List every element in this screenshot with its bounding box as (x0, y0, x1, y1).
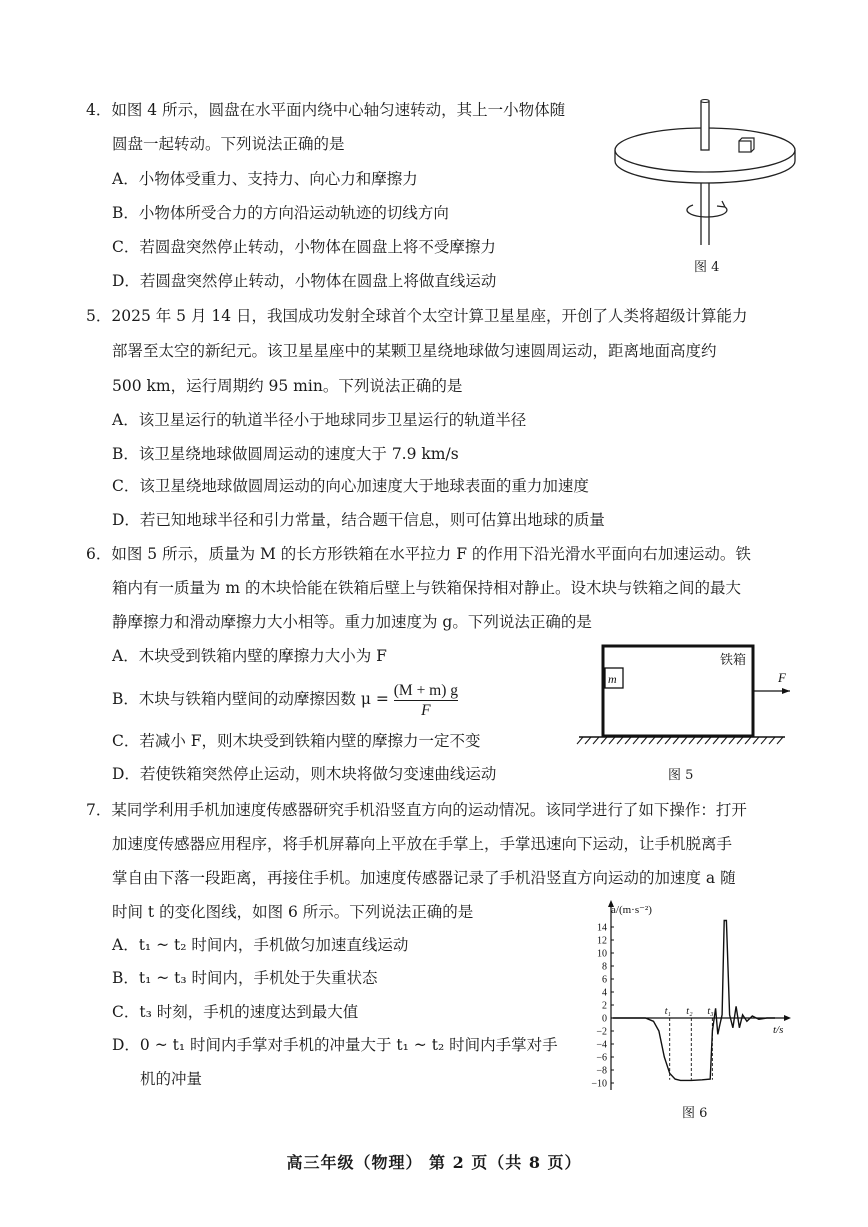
chart-axes (608, 900, 791, 1090)
time-mark-label: t₃ (707, 1006, 714, 1017)
q6-option-c: C．若减小 F，则木块受到铁箱内壁的摩擦力一定不变 (112, 732, 481, 750)
q7-stem-line4: 时间 t 的变化图线，如图 6 所示。下列说法正确的是 (112, 903, 474, 921)
chart-time-marks (665, 1006, 714, 1080)
box-label: 铁箱 (720, 653, 747, 668)
y-tick-label: 14 (597, 922, 607, 934)
q5-stem-line3: 500 km，运行周期约 95 min。下列说法正确的是 (112, 377, 463, 395)
time-mark-label: t₁ (664, 1006, 671, 1017)
figure-4-disk (605, 95, 805, 255)
q5-stem-line2: 部署至太空的新纪元。该卫星星座中的某颗卫星绕地球做匀速圆周运动，距离地面高度约 (112, 342, 717, 360)
chart-series (613, 921, 775, 1081)
q5-stem-line1: 5．2025 年 5 月 14 日，我国成功发射全球首个太空计算卫星星座，开创了人类将超级计算能力 (86, 307, 748, 325)
q5-option-a: A．该卫星运行的轨道半径小于地球同步卫星运行的轨道半径 (112, 411, 527, 429)
q6-option-b (112, 679, 458, 720)
x-axis-arrow (784, 1015, 791, 1021)
q4-option-b: B．小物体所受合力的方向沿运动轨迹的切线方向 (112, 204, 449, 222)
q7-option-c: C．t₃ 时刻，手机的速度达到最大值 (112, 1003, 359, 1021)
q7-option-d-line1: D．0 ~ t₁ 时间内手掌对手机的冲量大于 t₁ ~ t₂ 时间内手掌对手 (112, 1036, 558, 1054)
acceleration-curve (613, 921, 775, 1081)
figure-6-caption: 图 6 (682, 1106, 708, 1121)
q4-stem-line1: 4．如图 4 所示，圆盘在水平面内绕中心轴匀速转动，其上一小物体随 (86, 101, 566, 119)
y-tick-label: 8 (602, 961, 607, 973)
q6-option-d: D．若使铁箱突然停止运动，则木块将做匀变速曲线运动 (112, 765, 497, 783)
q7-stem-line2: 加速度传感器应用程序，将手机屏幕向上平放在手掌上，手掌迅速向下运动，让手机脱离手 (112, 835, 733, 853)
fraction-numerator: (M + m) g (393, 681, 459, 699)
y-tick-label: 0 (602, 1013, 607, 1025)
y-tick-label: 12 (597, 935, 607, 947)
figure-4-caption: 图 4 (694, 260, 720, 275)
y-tick-label: −10 (591, 1078, 607, 1090)
q4-option-d: D．若圆盘突然停止转动，小物体在圆盘上将做直线运动 (112, 272, 497, 290)
q7-option-b: B．t₁ ~ t₃ 时间内，手机处于失重状态 (112, 969, 378, 987)
q7-stem-line1: 7．某同学利用手机加速度传感器研究手机沿竖直方向的运动情况。该同学进行了如下操作：打开 (86, 801, 747, 819)
q7-option-d-line2: 机的冲量 (140, 1070, 203, 1088)
y-tick-label: −8 (596, 1065, 607, 1077)
q6-stem-line1: 6．如图 5 所示，质量为 M 的长方形铁箱在水平拉力 F 的作用下沿光滑水平面向右加速运动。铁 (86, 545, 751, 563)
q5-option-b: B．该卫星绕地球做圆周运动的速度大于 7.9 km/s (112, 445, 459, 463)
page-footer: 高三年级（物理） 第 2 页（共 8 页） (286, 1153, 582, 1172)
q4-option-c: C．若圆盘突然停止转动，小物体在圆盘上将不受摩擦力 (112, 238, 496, 256)
fraction-denominator: F (394, 700, 458, 720)
q6-option-a: A．木块受到铁箱内壁的摩擦力大小为 F (112, 647, 387, 665)
figure-5-iron-box (575, 640, 800, 750)
y-tick-label: −4 (596, 1039, 607, 1051)
y-tick-label: 6 (602, 974, 607, 986)
y-tick-label: −6 (596, 1052, 607, 1064)
q5-option-d: D．若已知地球半径和引力常量，结合题干信息，则可估算出地球的质量 (112, 511, 605, 529)
chart-x-axis-label: t/s (773, 1024, 784, 1036)
force-label: F (778, 670, 786, 685)
figure-6-acceleration-chart (575, 895, 795, 1105)
q6-stem-line2: 箱内有一质量为 m 的木块恰能在铁箱后壁上与铁箱保持相对静止。设木块与铁箱之间的最大 (112, 579, 742, 597)
q5-option-c: C．该卫星绕地球做圆周运动的向心加速度大于地球表面的重力加速度 (112, 477, 589, 495)
y-tick-label: 2 (602, 1000, 607, 1012)
q7-option-a: A．t₁ ~ t₂ 时间内，手机做匀加速直线运动 (112, 936, 409, 954)
q6-option-b-text: B．木块与铁箱内壁间的动摩擦因数 μ = (112, 690, 389, 708)
friction-coefficient-fraction (394, 681, 458, 720)
y-tick-label: 4 (602, 987, 607, 999)
figure-5-caption: 图 5 (668, 768, 694, 783)
time-mark-label: t₂ (686, 1006, 693, 1017)
q4-stem-line2: 圆盘一起转动。下列说法正确的是 (112, 135, 345, 153)
y-tick-label: 10 (597, 948, 607, 960)
q7-stem-line3: 掌自由下落一段距离，再接住手机。加速度传感器记录了手机沿竖直方向运动的加速度 a 随 (112, 869, 736, 887)
q4-option-a: A．小物体受重力、支持力、向心力和摩擦力 (112, 170, 418, 188)
block-label: m (608, 672, 617, 686)
chart-y-axis-label: a/(m·s⁻²) (611, 904, 652, 916)
y-tick-label: −2 (596, 1026, 607, 1038)
q6-stem-line3: 静摩擦力和滑动摩擦力大小相等。重力加速度为 g。下列说法正确的是 (112, 613, 592, 631)
